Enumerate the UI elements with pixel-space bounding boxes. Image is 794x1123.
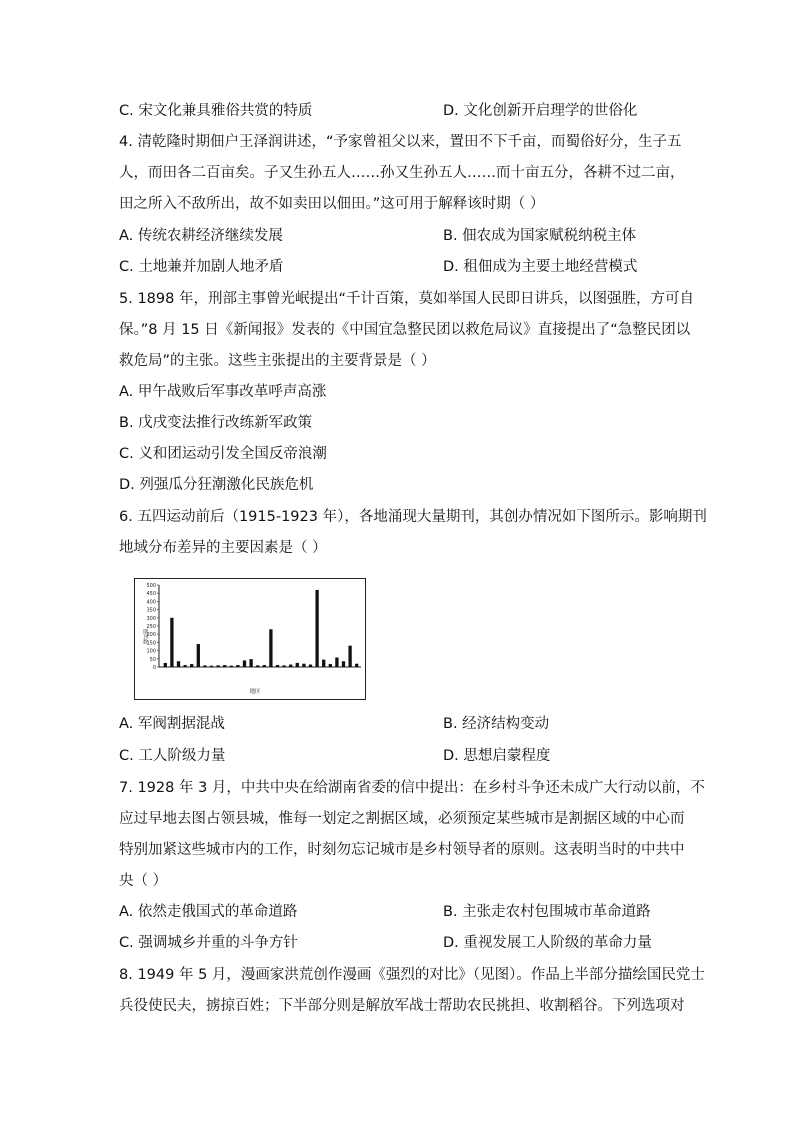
q6-stem-line1: 6. 五四运动前后（1915-1923 年），各地涌现大量期刊，其创办情况如下图所示。影响期刊 [119, 509, 707, 525]
bar-3 [183, 665, 186, 667]
bar-22 [309, 665, 312, 667]
q5-option-a[interactable]: A. 甲午战败后军事改革呼声高涨 [119, 384, 327, 400]
y-tick-label: 450 [146, 591, 156, 598]
q5-option-d[interactable]: D. 列强瓜分狂潮激化民族危机 [119, 477, 314, 493]
bar-23 [315, 590, 318, 667]
bar-13 [249, 659, 252, 667]
q4-option-c[interactable]: C. 土地兼并加剧人地矛盾 [119, 259, 284, 275]
q5-stem-line1: 5. 1898 年，刑部主事曾光岷提出“千计百策，莫如举国人民即日讲兵，以图强胜，方可自 [119, 291, 694, 307]
y-axis-label: 期刊数 [142, 629, 148, 644]
bar-10 [230, 666, 233, 667]
bar-18 [282, 665, 285, 667]
q3-option-c[interactable]: C. 宋文化兼具雅俗共赏的特质 [119, 103, 313, 119]
q5-stem-line2: 保。”8 月 15 日《新闻报》发表的《中国宜急整民团以救危局议》直接提出了“急整民团以 [119, 322, 691, 338]
bar-16 [269, 629, 272, 667]
y-tick-label: 500 [146, 583, 156, 589]
bar-25 [329, 664, 332, 667]
bar-2 [177, 661, 180, 667]
bar-19 [289, 665, 292, 667]
q7-option-b[interactable]: B. 主张走农村包围城市革命道路 [443, 904, 651, 920]
bar-0 [164, 663, 167, 667]
bar-21 [302, 664, 305, 667]
q8-stem-line1: 8. 1949 年 5 月，漫画家洪荒创作漫画《强烈的对比》（见图）。作品上半部分描绘国民党士 [119, 967, 705, 983]
q5-stem-line3: 救危局”的主张。这些主张提出的主要背景是（ ） [119, 353, 436, 369]
bar-7 [210, 666, 213, 667]
q8-stem-line2: 兵役使民夫，掳掠百姓；下半部分则是解放军战士帮助农民挑担、收割稻谷。下列选项对 [119, 998, 685, 1014]
bar-6 [203, 665, 206, 667]
bar-20 [296, 663, 299, 667]
chart-svg [135, 579, 365, 699]
q5-option-b[interactable]: B. 戊戌变法推行改练新军政策 [119, 415, 313, 431]
bar-28 [348, 646, 351, 667]
bar-26 [335, 657, 338, 667]
q7-stem-line2: 应过早地去图占领县城，惟每一划定之割据区域，必须预定某些城市是割据区域的中心而 [119, 811, 685, 827]
q6-option-b[interactable]: B. 经济结构变动 [443, 716, 550, 732]
q4-option-a[interactable]: A. 传统农耕经济继续发展 [119, 228, 283, 244]
q3-option-d[interactable]: D. 文化创新开启理学的世俗化 [443, 103, 638, 119]
y-tick-label: 100 [146, 648, 156, 655]
bar-11 [236, 665, 239, 667]
y-tick-label: 350 [146, 607, 156, 614]
y-tick-label: 300 [146, 615, 156, 622]
q4-stem-line3: 田之所入不敌所出，故不如卖田以佃田。”这可用于解释该时期（ ） [119, 196, 545, 212]
bar-27 [342, 661, 345, 667]
bar-9 [223, 665, 226, 667]
bar-12 [243, 660, 246, 667]
bar-4 [190, 664, 193, 667]
bar-8 [216, 665, 219, 667]
q6-stem-line2: 地域分布差异的主要因素是（ ） [119, 540, 327, 556]
q6-option-c[interactable]: C. 工人阶级力量 [119, 748, 226, 764]
q7-stem-line3: 特别加紧这些城市内的工作，时刻勿忘记城市是乡村领导者的原则。这表明当时的中共中 [119, 842, 685, 858]
q7-option-c[interactable]: C. 强调城乡并重的斗争方针 [119, 935, 298, 951]
q5-option-c[interactable]: C. 义和团运动引发全国反帝浪潮 [119, 446, 327, 462]
y-tick-label: 50 [149, 656, 156, 663]
y-tick-label: 150 [146, 640, 156, 647]
bar-24 [322, 660, 325, 667]
q7-stem-line1: 7. 1928 年 3 月，中共中央在给湖南省委的信中提出：在乡村斗争还未成广大行动以前，不 [119, 780, 705, 796]
bar-17 [276, 665, 279, 667]
q6-option-d[interactable]: D. 思想启蒙程度 [443, 748, 551, 764]
q4-option-b[interactable]: B. 佃农成为国家赋税纳税主体 [443, 228, 637, 244]
q4-stem-line1: 4. 清乾隆时期佃户王泽润讲述，“予家曾祖父以来，置田不下千亩，而蜀俗好分，生子五 [119, 134, 682, 150]
bar-5 [197, 644, 200, 667]
bar-1 [170, 618, 173, 667]
q6-option-a[interactable]: A. 军阀割据混战 [119, 716, 225, 732]
bar-14 [256, 665, 259, 667]
y-tick-label: 250 [146, 624, 156, 630]
bar-15 [263, 665, 266, 667]
q7-stem-line4: 央（ ） [119, 873, 168, 889]
y-tick-label: 400 [146, 599, 156, 606]
q7-option-d[interactable]: D. 重视发展工人阶级的革命力量 [443, 935, 652, 951]
x-axis-label: 地区 [249, 689, 261, 695]
y-tick-label: 0 [152, 665, 156, 671]
bar-29 [355, 664, 358, 667]
y-tick-label: 200 [146, 632, 156, 639]
q4-stem-line2: 人，而田各二百亩矣。子又生孙五人……孙又生孙五人……而十亩五分，各耕不过二亩， [119, 165, 685, 181]
q4-option-d[interactable]: D. 租佃成为主要土地经营模式 [443, 259, 638, 275]
periodical-chart [134, 578, 366, 700]
q7-option-a[interactable]: A. 依然走俄国式的革命道路 [119, 904, 298, 920]
